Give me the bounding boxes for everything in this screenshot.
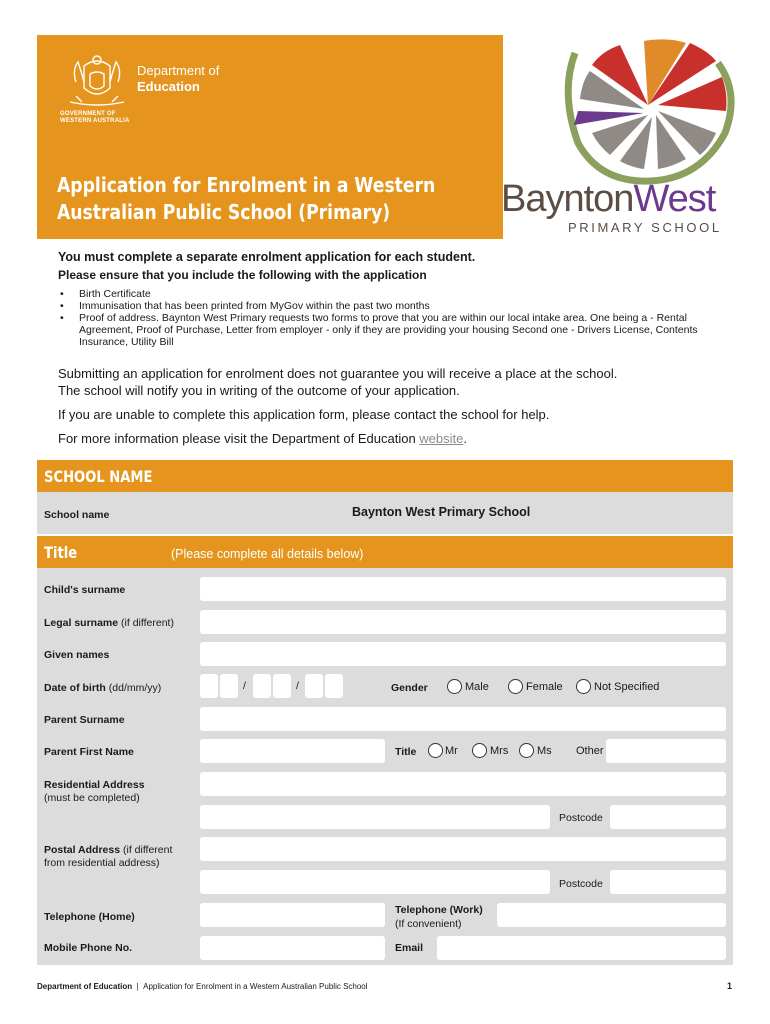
email-label: Email	[395, 942, 424, 954]
list-item: • Immunisation that has been printed from MyGov within the past two months	[60, 300, 710, 312]
requirements-list	[60, 288, 710, 348]
personal-details-section-header	[37, 536, 733, 568]
document-title-line1: Application for Enrolment in a Western	[57, 173, 436, 197]
residential-address-label: Residential Address	[44, 779, 145, 791]
telephone-work-label: Telephone (Work)	[395, 904, 483, 916]
more-info-text: For more information please visit the Department of Education	[58, 431, 420, 446]
legal-surname-text: Legal surname	[44, 617, 119, 629]
dob-month-digit1-field[interactable]	[253, 674, 271, 698]
postal-address-note-line1: (if different	[122, 844, 173, 856]
section-note: (Please complete all details below)	[171, 547, 364, 561]
telephone-home-label: Telephone (Home)	[44, 911, 135, 923]
title-ms-radio[interactable]	[519, 743, 534, 758]
postal-address-label	[44, 844, 172, 856]
postal-address-text: Postal Address	[44, 844, 121, 856]
footer-department: Department of Education	[37, 982, 133, 991]
residential-address-note: (must be completed)	[44, 792, 140, 804]
title-mrs-radio[interactable]	[472, 743, 487, 758]
document-title-line2: Australian Public School (Primary)	[57, 200, 391, 224]
more-info-period: .	[463, 431, 467, 446]
postal-address-note-line2: from residential address)	[44, 857, 160, 869]
gender-male-radio[interactable]	[447, 679, 462, 694]
parent-surname-label: Parent Surname	[44, 714, 125, 726]
postal-postcode-label: Postcode	[559, 878, 603, 890]
dob-separator: /	[243, 680, 246, 692]
postal-address-line2-field[interactable]	[200, 870, 550, 894]
dob-day-digit1-field[interactable]	[200, 674, 218, 698]
gender-not-specified-label: Not Specified	[594, 681, 660, 693]
list-item: • Birth Certificate	[60, 288, 710, 300]
more-info-notice	[58, 430, 467, 447]
dob-year-digit1-field[interactable]	[305, 674, 323, 698]
childs-surname-field[interactable]	[200, 577, 726, 601]
title-label: Title	[395, 746, 417, 758]
dob-year-digit2-field[interactable]	[325, 674, 343, 698]
department-name-line1: Department of	[137, 63, 220, 78]
website-link[interactable]: website	[419, 431, 464, 446]
government-label-line2: WESTERN AUSTRALIA	[60, 118, 130, 124]
parent-first-name-label: Parent First Name	[44, 746, 134, 758]
guarantee-notice-line2: The school will notify you in writing of the outcome of your application.	[58, 383, 460, 398]
help-notice: If you are unable to complete this application form, please contact the school for help.	[58, 407, 550, 422]
parent-surname-field[interactable]	[200, 707, 726, 731]
postal-address-line1-field[interactable]	[200, 837, 726, 861]
guarantee-notice	[58, 365, 617, 399]
dob-day-digit2-field[interactable]	[220, 674, 238, 698]
date-of-birth-label	[44, 682, 161, 694]
school-logo-wordmark	[501, 178, 715, 221]
section-title: SCHOOL NAME	[44, 467, 153, 486]
section-title: Title	[44, 543, 78, 562]
government-label-line1: GOVERNMENT OF	[60, 111, 116, 117]
school-name-value: Baynton West Primary School	[352, 505, 531, 519]
legal-surname-note: (if different)	[121, 617, 174, 629]
residential-postcode-label: Postcode	[559, 812, 603, 824]
page-number: 1	[727, 981, 733, 991]
school-logo-name-part1: Baynton	[501, 178, 634, 220]
date-of-birth-note: (dd/mm/yy)	[108, 682, 162, 694]
given-names-field[interactable]	[200, 642, 726, 666]
footer-document-name: Application for Enrolment in a Western Australian Public School	[143, 982, 368, 991]
postal-postcode-field[interactable]	[610, 870, 726, 894]
dob-separator: /	[296, 680, 299, 692]
residential-address-line1-field[interactable]	[200, 772, 726, 796]
gender-male-label: Male	[465, 681, 489, 693]
legal-surname-label	[44, 617, 174, 629]
telephone-work-note: (If convenient)	[395, 918, 462, 930]
residential-address-line2-field[interactable]	[200, 805, 550, 829]
intro-requirements-heading: Please ensure that you include the following with the application	[58, 268, 427, 282]
government-crest-icon	[62, 52, 132, 110]
page-footer	[37, 982, 368, 991]
dob-month-digit2-field[interactable]	[273, 674, 291, 698]
gender-label: Gender	[391, 682, 428, 694]
school-logo-subtitle: PRIMARY SCHOOL	[568, 220, 722, 235]
title-other-field[interactable]	[606, 739, 726, 763]
email-field[interactable]	[437, 936, 726, 960]
title-mr-radio[interactable]	[428, 743, 443, 758]
gender-not-specified-radio[interactable]	[576, 679, 591, 694]
residential-postcode-field[interactable]	[610, 805, 726, 829]
title-other-label: Other	[576, 745, 604, 757]
school-name-section-header	[37, 460, 733, 492]
school-name-label: School name	[44, 509, 110, 521]
childs-surname-label: Child's surname	[44, 584, 126, 596]
school-logo-name-part2: West	[633, 178, 716, 220]
gender-female-label: Female	[526, 681, 563, 693]
telephone-home-field[interactable]	[200, 903, 385, 927]
document-title	[57, 172, 436, 226]
title-mr-label: Mr	[445, 745, 458, 757]
telephone-work-field[interactable]	[497, 903, 726, 927]
guarantee-notice-line1: Submitting an application for enrolment does not guarantee you will receive a place at the school.	[58, 366, 618, 381]
gender-female-radio[interactable]	[508, 679, 523, 694]
list-item: • Proof of address. Baynton West Primary requests two forms to prove that you are within our local intake area. One being a - Rental Agreement, Proof of Purchase, Letter from employer - only if they are providing your housing Second one - Drivers License, Contents Insurance, Utility Bill	[60, 312, 710, 348]
intro-instruction: You must complete a separate enrolment application for each student.	[58, 250, 476, 264]
parent-first-name-field[interactable]	[200, 739, 385, 763]
date-of-birth-text: Date of birth	[44, 682, 106, 694]
title-ms-label: Ms	[537, 745, 552, 757]
given-names-label: Given names	[44, 649, 110, 661]
title-mrs-label: Mrs	[490, 745, 509, 757]
school-logo-icon	[540, 33, 750, 185]
mobile-phone-label: Mobile Phone No.	[44, 942, 133, 954]
legal-surname-field[interactable]	[200, 610, 726, 634]
mobile-phone-field[interactable]	[200, 936, 385, 960]
government-label	[60, 111, 130, 125]
department-name-line2: Education	[137, 79, 200, 94]
footer-separator: |	[136, 982, 139, 991]
